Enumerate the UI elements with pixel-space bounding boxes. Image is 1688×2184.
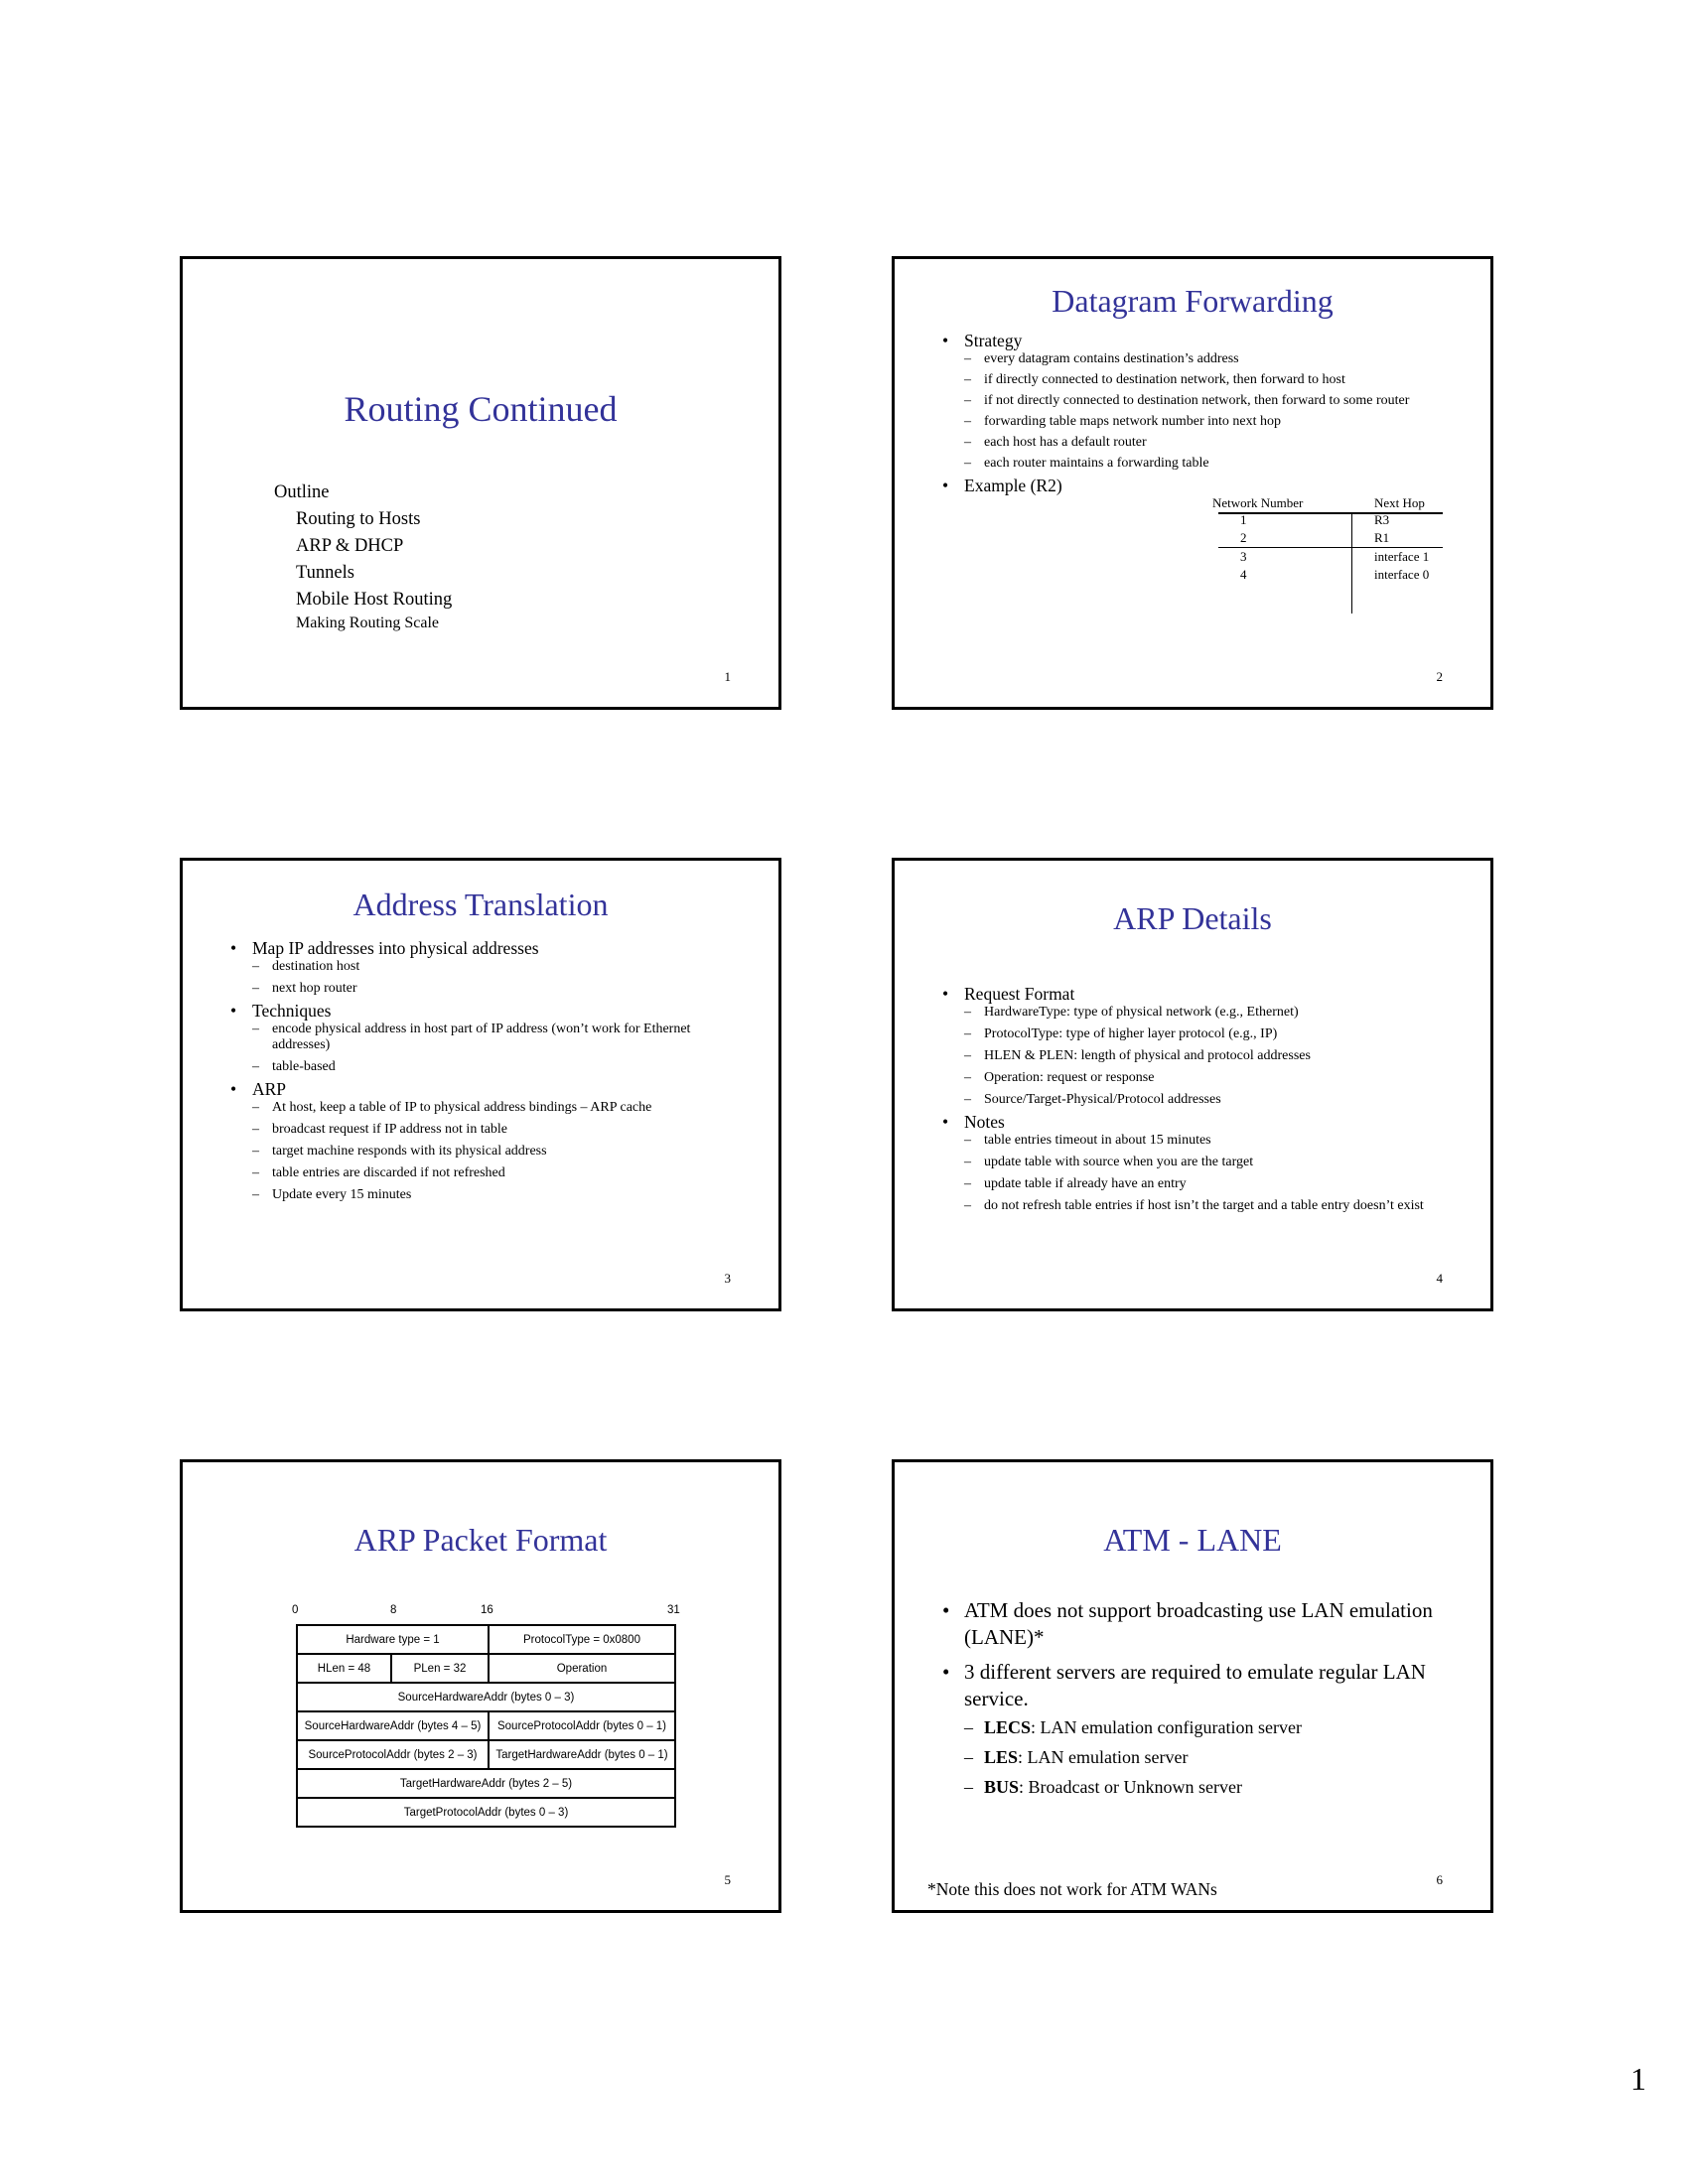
server-abbr: BUS	[984, 1777, 1020, 1797]
bit-label: 8	[390, 1604, 397, 1616]
field-source-hardware-addr: SourceHardwareAddr (bytes 0 – 3)	[296, 1682, 676, 1712]
sub-bullet: – ProtocolType: type of higher layer protocol (e.g., IP)	[964, 1026, 1459, 1042]
outline-heading: Outline	[274, 482, 330, 502]
outline-item: Tunnels	[296, 563, 354, 583]
table-cell: interface 1	[1374, 549, 1430, 564]
arp-packet-diagram	[292, 1604, 683, 1823]
bit-label: 0	[292, 1604, 299, 1616]
sub-bullet: – if directly connected to destination network, then forward to host	[964, 372, 1459, 388]
slide-1	[180, 256, 781, 710]
bullet-text: Map IP addresses into physical addresses	[252, 938, 539, 958]
outline	[274, 479, 452, 633]
outline-item: ARP & DHCP	[296, 536, 404, 556]
page-number: 1	[1630, 2061, 1646, 2097]
sub-bullet: – destination host	[252, 959, 737, 975]
sub-bullet	[964, 1746, 1439, 1768]
sub-bullet: – Update every 15 minutes	[252, 1187, 737, 1203]
slide-title: Routing Continued	[344, 389, 618, 429]
slide-number: 3	[724, 1271, 731, 1286]
bit-label: 16	[481, 1604, 493, 1616]
slide-title: ARP Details	[1113, 900, 1272, 936]
slide-number: 1	[724, 669, 731, 684]
bullet	[230, 938, 737, 997]
bullet-text: Request Format	[964, 984, 1075, 1004]
outline-item: Making Routing Scale	[296, 614, 439, 631]
field-hardware-type: Hardware type = 1	[296, 1624, 490, 1655]
field-target-hardware-addr: TargetHardwareAddr (bytes 2 – 5)	[296, 1768, 676, 1799]
outline-item: Routing to Hosts	[296, 509, 421, 529]
table-cell: 3	[1240, 549, 1247, 564]
sub-bullet: – update table with source when you are the target	[964, 1155, 1459, 1170]
sub-bullet: – At host, keep a table of IP to physical address bindings – ARP cache	[252, 1100, 737, 1116]
sub-bullet: – broadcast request if IP address not in table	[252, 1122, 737, 1138]
server-abbr: LES	[984, 1747, 1019, 1767]
bullet-text: ARP	[252, 1079, 287, 1099]
sub-bullet: – each router maintains a forwarding table	[964, 456, 1459, 472]
table-cell: 2	[1240, 530, 1247, 545]
sub-bullet	[964, 1776, 1439, 1798]
bit-label: 31	[667, 1604, 680, 1616]
sub-bullet: – HLEN & PLEN: length of physical and protocol addresses	[964, 1048, 1459, 1064]
server-desc: : Broadcast or Unknown server	[1019, 1777, 1242, 1797]
bullet	[942, 1659, 1439, 1798]
slide-number: 2	[1436, 669, 1443, 684]
bullet-text: Strategy	[964, 331, 1023, 350]
sub-bullet: – do not refresh table entries if host isn’t the target and a table entry doesn’t exist	[964, 1198, 1459, 1214]
table-header: Next Hop	[1374, 495, 1425, 510]
sub-bullet	[964, 1716, 1439, 1738]
server-desc: : LAN emulation configuration server	[1031, 1717, 1302, 1737]
slide-5	[180, 1459, 781, 1913]
field-operation: Operation	[488, 1653, 676, 1684]
bullet-list	[942, 331, 1459, 496]
field-target-protocol-addr: TargetProtocolAddr (bytes 0 – 3)	[296, 1797, 676, 1828]
sub-bullet: – every datagram contains destination’s address	[964, 351, 1459, 367]
table-cell: R1	[1374, 530, 1390, 545]
sub-bullet: – table entries are discarded if not refreshed	[252, 1165, 737, 1181]
bullet	[942, 476, 1459, 496]
server-desc: : LAN emulation server	[1018, 1747, 1189, 1767]
server-abbr: LECS	[984, 1717, 1032, 1737]
table-header: Network Number	[1212, 495, 1304, 510]
sub-bullet: – each host has a default router	[964, 435, 1459, 451]
slide-4	[892, 858, 1493, 1311]
bullet-list	[942, 984, 1459, 1214]
sub-bullet: – target machine responds with its physical address	[252, 1144, 737, 1160]
sub-bullet: – if not directly connected to destination network, then forward to some router	[964, 393, 1459, 409]
slide-number: 5	[724, 1872, 731, 1887]
sub-bullet: – table-based	[252, 1059, 737, 1075]
bullet-text: Example (R2)	[964, 476, 1062, 495]
bullet	[942, 1597, 1439, 1651]
footnote: *Note this does not work for ATM WANs	[927, 1879, 1217, 1899]
outline-item: Mobile Host Routing	[296, 590, 453, 610]
field-source-hardware-addr: SourceHardwareAddr (bytes 4 – 5)	[296, 1710, 490, 1741]
bullet-list	[230, 938, 737, 1203]
slide-number: 4	[1436, 1271, 1443, 1286]
sub-bullet: – HardwareType: type of physical network (e.g., Ethernet)	[964, 1005, 1459, 1021]
bullet-text: ATM does not support broadcasting use LAN emulation (LANE)*	[964, 1598, 1433, 1649]
sub-bullet: – forwarding table maps network number into next hop	[964, 414, 1459, 430]
field-target-hardware-addr: TargetHardwareAddr (bytes 0 – 1)	[488, 1739, 676, 1770]
field-protocol-type: ProtocolType = 0x0800	[488, 1624, 676, 1655]
sub-bullet: – Operation: request or response	[964, 1070, 1459, 1086]
table-cell: interface 0	[1374, 567, 1430, 582]
field-source-protocol-addr: SourceProtocolAddr (bytes 2 – 3)	[296, 1739, 490, 1770]
slide-title: ATM - LANE	[1103, 1522, 1282, 1558]
bullet-text: Notes	[964, 1112, 1005, 1132]
forwarding-table	[1212, 495, 1461, 614]
field-source-protocol-addr: SourceProtocolAddr (bytes 0 – 1)	[488, 1710, 676, 1741]
slide-title: ARP Packet Format	[353, 1522, 608, 1558]
field-hlen: HLen = 48	[296, 1653, 392, 1684]
bullet-text: Techniques	[252, 1001, 332, 1021]
slide-title: Datagram Forwarding	[1052, 283, 1334, 319]
bullet	[230, 1079, 737, 1203]
slide-2	[892, 256, 1493, 710]
sub-bullet: – table entries timeout in about 15 minutes	[964, 1133, 1459, 1149]
field-plen: PLen = 32	[390, 1653, 490, 1684]
table-cell: 1	[1240, 512, 1247, 527]
slide-6	[892, 1459, 1493, 1913]
slide-number: 6	[1436, 1872, 1443, 1887]
table-cell: 4	[1240, 567, 1247, 582]
sub-bullet: – encode physical address in host part of IP address (won’t work for Ethernet addresses)	[252, 1022, 737, 1053]
bullet-text: 3 different servers are required to emulate regular LAN service.	[964, 1660, 1426, 1710]
slide-title: Address Translation	[352, 887, 609, 922]
table-cell: R3	[1374, 512, 1390, 527]
bullet	[942, 984, 1459, 1108]
bullet	[230, 1001, 737, 1075]
bullet	[942, 1112, 1459, 1214]
sub-bullet: – next hop router	[252, 981, 737, 997]
bullet	[942, 331, 1459, 472]
slide-3	[180, 858, 781, 1311]
sub-bullet: – Source/Target-Physical/Protocol addresses	[964, 1092, 1459, 1108]
sub-bullet: – update table if already have an entry	[964, 1176, 1459, 1192]
bullet-list	[942, 1597, 1439, 1798]
